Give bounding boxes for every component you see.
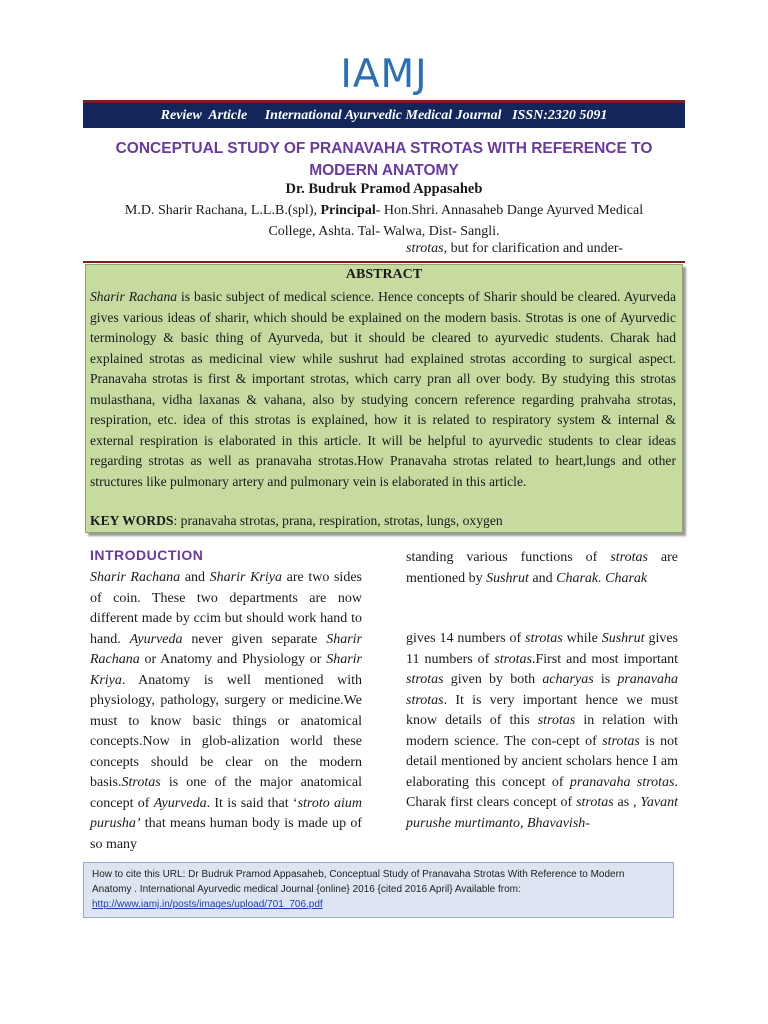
text-run: Sharir Kriya: [209, 570, 282, 585]
abstract-lead: Sharir Rachana: [90, 289, 178, 304]
journal-header-band: [83, 100, 685, 128]
text-run: .: [674, 774, 678, 790]
text-run: stroto aium purusha’: [90, 795, 362, 831]
fragment-italic: strotas: [406, 241, 444, 256]
divider-rule: [83, 261, 685, 263]
paper-title: CONCEPTUAL STUDY OF PRANAVAHA STROTAS WITH REFERENCE TO MODERN ANATOMY: [115, 140, 653, 179]
introduction-left-column: [90, 568, 362, 855]
text-run: and: [528, 570, 557, 586]
text-run: are two sides of coin. These two departments are now different made by ccim but should work hand to hand.: [90, 570, 362, 647]
text-run: given by both: [443, 672, 543, 687]
text-run: Yavant purushe murtimanto, Bhavavish-: [406, 795, 678, 831]
text-run: pranavaha strotas: [569, 774, 675, 790]
overflow-text-fragment: [406, 241, 678, 257]
citation-text: How to cite this URL: Dr Budruk Pramod Appasaheb, Conceptual Study of Pranavaha Strotas With Reference to Modern Anatomy . International Ayurvedic medical Journal {online} 2016 {cited 2016 April} Available from:: [92, 869, 625, 895]
text-run: pranavaha strotas: [406, 672, 678, 708]
affiliation-degrees: M.D. Sharir Rachana, L.L.B.(spl),: [124, 203, 321, 218]
text-run: standing various functions of: [406, 550, 611, 565]
text-run: Sharir Rachana: [90, 631, 362, 667]
text-run: strotas: [494, 651, 532, 667]
text-run: strotas: [602, 733, 640, 749]
introduction-right-top: [406, 548, 678, 589]
text-run: strotas: [610, 550, 648, 565]
affiliation-role: Principal: [320, 203, 376, 218]
text-run: Ayurveda: [129, 631, 183, 647]
text-run: is one of the major anatomical concept of: [90, 775, 362, 811]
text-run: that means human body is made up of so many: [90, 816, 362, 852]
author-affiliation: [100, 200, 668, 242]
text-run: acharyas: [542, 672, 594, 687]
abstract-body: [90, 287, 676, 492]
abstract-heading: ABSTRACT: [345, 267, 423, 282]
text-run: gives 14 numbers of: [406, 631, 526, 646]
keywords-list: : pranavaha strotas, prana, respiration, strotas, lungs, oxygen: [173, 513, 503, 528]
text-run: or Anatomy and Physiology or: [139, 652, 327, 667]
keywords-line: [90, 513, 503, 529]
text-run: Sushrut: [486, 570, 529, 586]
text-run: are mentioned by: [406, 550, 679, 586]
text-run: while: [562, 631, 602, 646]
introduction-heading: INTRODUCTION: [90, 547, 204, 563]
text-run: is not detail mentioned by ancient scholars hence I am elaborating this concept of: [406, 733, 679, 790]
text-run: never given separate: [182, 631, 327, 647]
citation-box: [83, 862, 674, 918]
journal-logo: IAMJ: [340, 52, 428, 97]
fragment-rest: , but for clarification and under-: [443, 241, 623, 256]
text-run: .First and most important: [531, 651, 678, 667]
citation-link[interactable]: http://www.iamj.in/posts/images/upload/701_706.pdf: [92, 899, 323, 910]
text-run: strotas: [537, 713, 576, 728]
text-run: strotas: [525, 631, 563, 646]
text-run: as ,: [613, 795, 641, 810]
text-run: Charak first clears concept of: [406, 795, 577, 810]
abstract-text: is basic subject of medical science. Hence concepts of Sharir should be cleared. Ayurveda gives various ideas of sharir, which should be explained on the modern basis. Strotas is one of Ayurvedic terminology & basic thing of Ayurveda, but it should be cleared to ayurvedic students. Charak had explained strotas as medicinal view while sushrut had explained strotas according to surgical aspect. Pranavaha strotas is first & important strotas, which carry pran all over body. By studying this strotas mulasthana, vidha laxanas & vahana, also by studying concern reference regarding prahvaha strotas, respiration, etc. idea of this strotas is explained, how it is related to respiratory system & internal & external respiration is elaborated in this article. It will be helpful to ayurvedic students to clear ideas regarding strotas as well as pranavaha strotas.How Pranavaha strotas related to heart,lungs and other structures like pulmonary artery and pulmonary vein is elaborated in this article.: [90, 289, 676, 489]
text-run: is: [593, 672, 618, 687]
text-run: Charak. Charak: [556, 570, 648, 586]
journal-header-text: Review Article International Ayurvedic Medical Journal ISSN:2320 5091: [160, 107, 608, 123]
text-run: Sushrut: [601, 631, 645, 646]
text-run: strotas: [576, 795, 614, 810]
text-run: gives 11 numbers of: [406, 631, 678, 667]
text-run: . It is very important hence we must know details of this: [406, 692, 678, 728]
keywords-label: KEY WORDS: [90, 513, 174, 528]
text-run: Sharir Kriya: [90, 652, 362, 688]
abstract-box: [85, 264, 683, 533]
text-run: strotas: [406, 672, 444, 687]
author-name: Dr. Budruk Pramod Appasaheb: [285, 181, 483, 197]
affiliation-college: - Hon.Shri. Annasaheb Dange Ayurved Medical College, Ashta. Tal- Walwa, Dist- Sangli.: [268, 203, 644, 239]
text-run: . It is said that ‘: [206, 795, 298, 811]
text-run: Strotas: [121, 775, 161, 790]
text-run: in relation with modern science. The con-cept of: [406, 713, 678, 749]
introduction-right-bottom: [406, 629, 678, 834]
text-run: Ayurveda: [153, 795, 207, 811]
text-run: and: [180, 570, 210, 585]
text-run: Sharir Rachana: [90, 570, 181, 585]
text-run: . Anatomy is well mentioned with physiology, pathology, surgery or medicine.We must to know basic things or anatomical concepts.Now in glob-alization world these concepts should be clear on the modern basis.: [90, 672, 362, 790]
